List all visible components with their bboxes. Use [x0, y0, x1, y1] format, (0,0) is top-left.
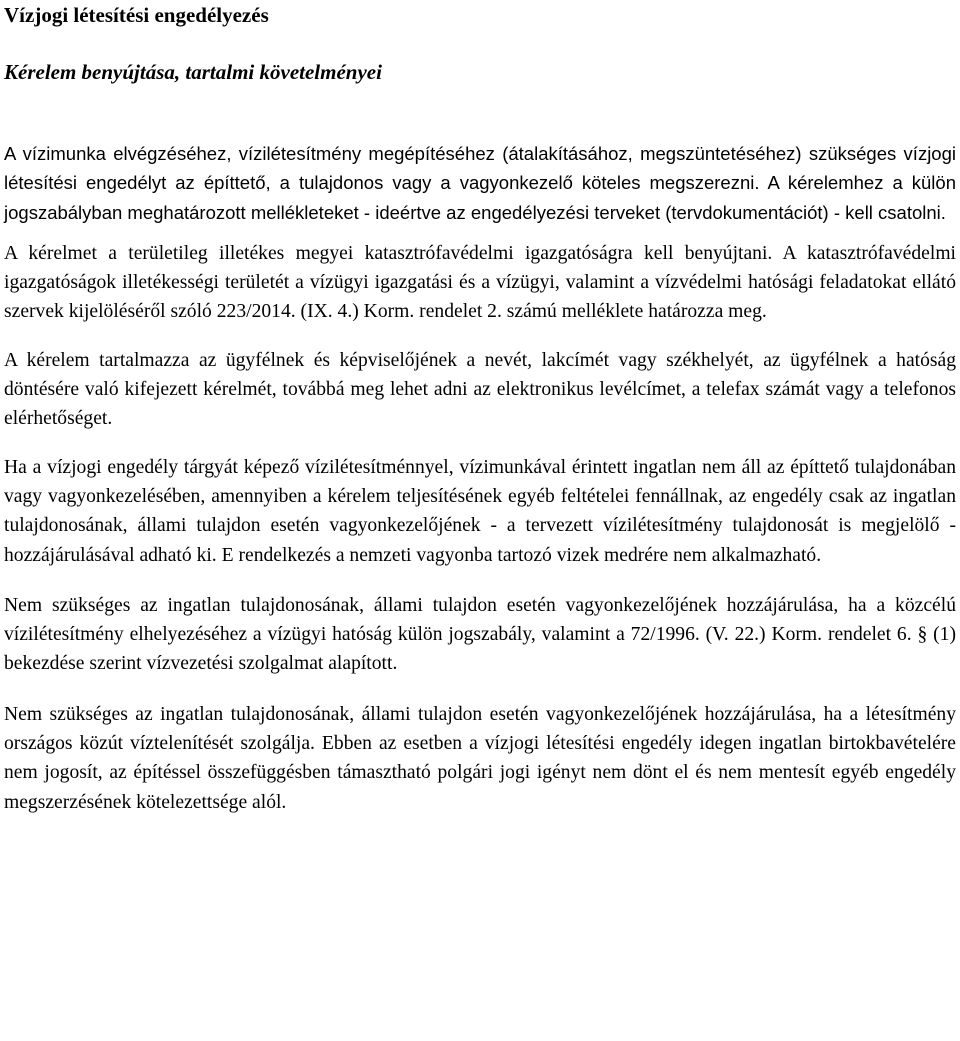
paragraph-tulajdonosi-hozzajarulas: Ha a vízjogi engedély tárgyát képező vízilétesítménnyel, vízimunkával érintett ingatlan nem áll az építtető tulajdonában vagy vagyonkezelésében, amennyiben a kérelem teljesítésének egyéb feltételei fennállnak, az engedély csak az ingatlan tulajdonosának, állami tulajdon esetén vagyonkezelőjének - a tervezett vízilétesítmény tulajdonosát is megjelölő - hozzájárulásával adható ki. E rendelkezés a nemzeti vagyonba tartozó vizek medrére nem alkalmazható. [4, 456, 956, 566]
page-title: Vízjogi létesítési engedélyezés [4, 3, 269, 27]
paragraph-kerelem-tartalma: A kérelem tartalmazza az ügyfélnek és képviselőjének a nevét, lakcímét vagy székhelyét, az ügyfélnek a hatóság döntésére való kifejezett kérelmét, továbbá meg lehet adni az elektronikus levélcímet, a telefax számát vagy a telefonos elérhetőséget. [4, 349, 956, 430]
paragraph-kozcelu-vizilétesitmeny: Nem szükséges az ingatlan tulajdonosának, állami tulajdon esetén vagyonkezelőjének hozzájárulása, ha a közcélú vízilétesítmény elhelyezéséhez a vízügyi hatóság külön jogszabály, valamint a 72/1996. (V. 22.) Korm. rendelet 6. § (1) bekezdése szerint vízvezetési szolgalmat alapított. [4, 594, 956, 675]
paragraph-kerelem-benyujtasa: A kérelmet a területileg illetékes megyei katasztrófavédelmi igazgatóságra kell benyújtani. A katasztrófavédelmi igazgatóságok illetékességi területét a vízügyi igazgatási és a vízügyi, valamint a vízvédelmi hatósági feladatokat ellátó szervek kijelöléséről szóló 223/2014. (IX. 4.) Korm. rendelet 2. számú melléklete határozza meg. [4, 242, 956, 323]
paragraph-orszagos-kozut: Nem szükséges az ingatlan tulajdonosának, állami tulajdon esetén vagyonkezelőjének hozzájárulása, ha a létesítmény országos közút víztelenítését szolgálja. Ebben az esetben a vízjogi létesítési engedély idegen ingatlan birtokbavételére nem jogosít, az építéssel összefüggésben támasztható polgári jogi igényt nem dönt el és nem mentesít egyéb engedély megszerzésének kötelezettsége alól. [4, 703, 956, 813]
paragraph-engedely-kotelezettseg: A vízimunka elvégzéséhez, vízilétesítmény megépítéséhez (átalakításához, megszüntetéséhez) szükséges vízjogi létesítési engedélyt az építtető, a tulajdonos vagy a vagyonkezelő köteles megszerezni. A kérelemhez a külön jogszabályban meghatározott mellékleteket - ideértve az engedélyezési terveket (tervdokumentációt) - kell csatolni. [4, 143, 956, 223]
section-subtitle: Kérelem benyújtása, tartalmi követelményei [4, 60, 382, 84]
